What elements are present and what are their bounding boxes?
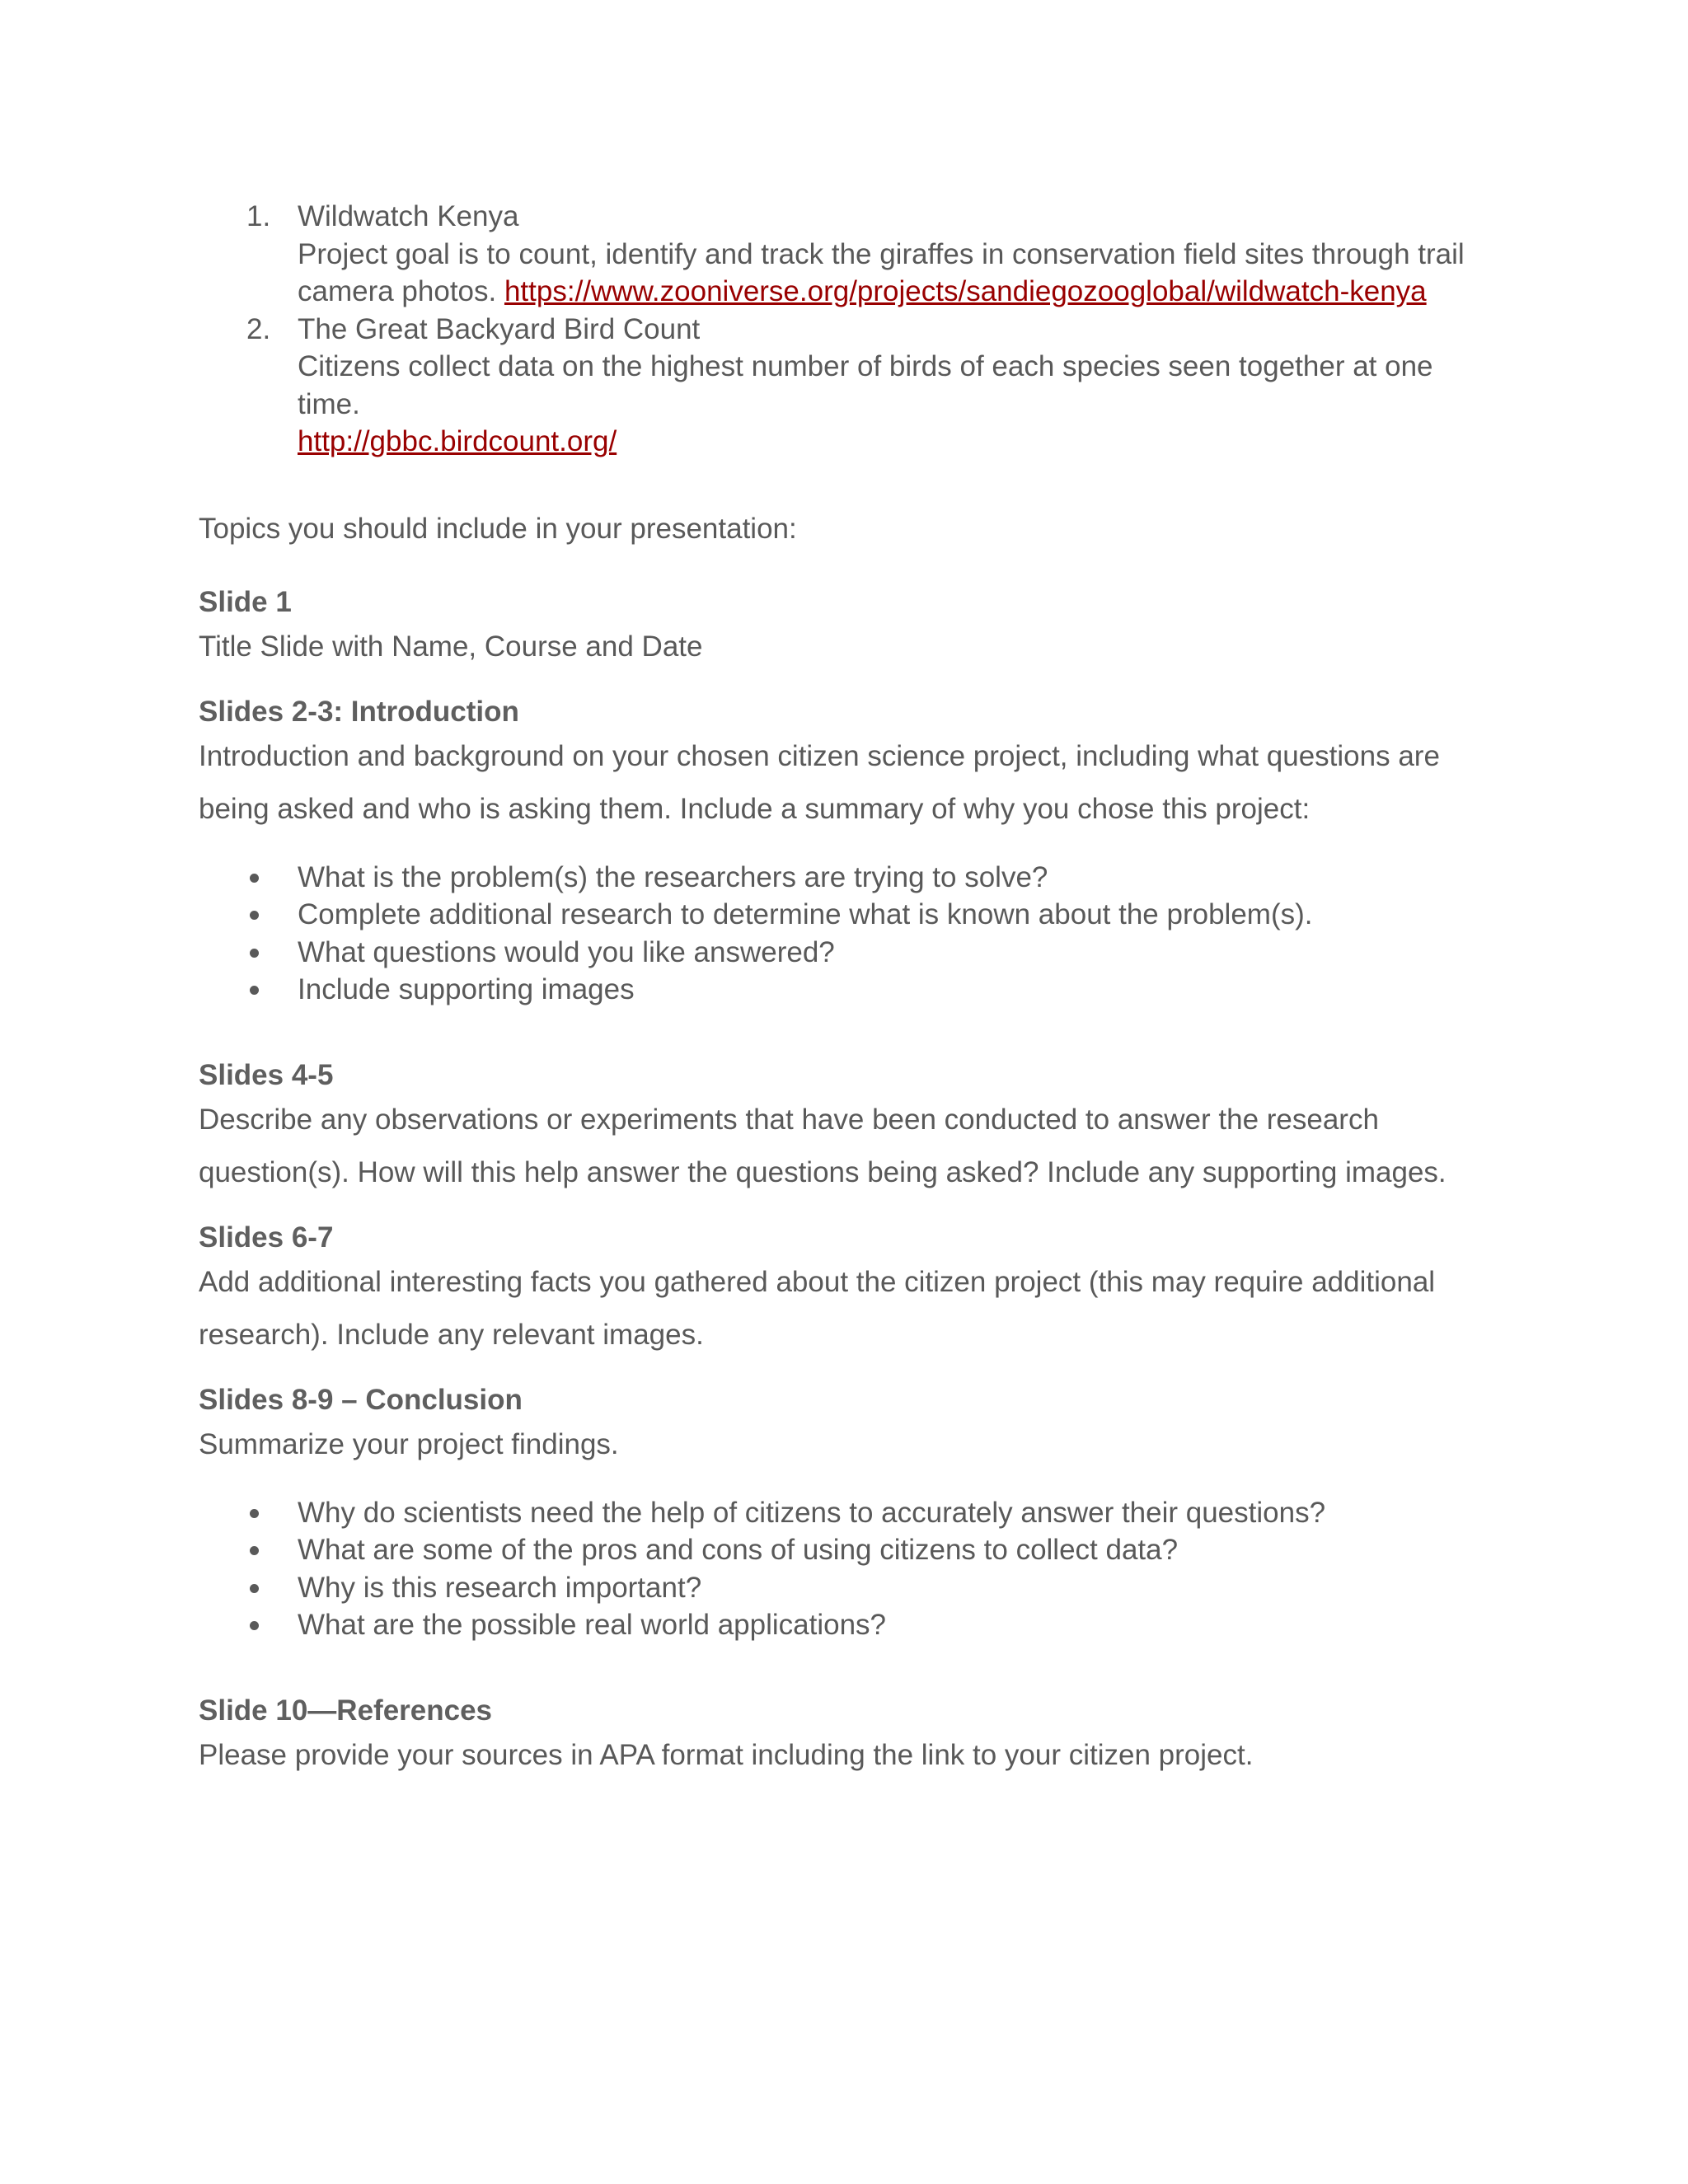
list-item — [199, 1531, 1501, 1569]
slides8-9-text: Summarize your project findings. — [199, 1427, 619, 1460]
slide10-text: Please provide your sources in APA format including the link to your citizen project. — [199, 1738, 1254, 1771]
bullet-text: What questions would you like answered? — [298, 935, 835, 968]
bullet-text: Why is this research important? — [298, 1571, 702, 1604]
slides2-3-text — [199, 730, 1501, 836]
bullet-dot — [250, 911, 259, 920]
list-item — [199, 311, 1501, 461]
slides8-9-heading: Slides 8-9 – Conclusion — [199, 1383, 523, 1416]
bullet-dot — [250, 1584, 259, 1593]
list-item — [199, 896, 1501, 934]
project-description-cont — [298, 273, 1501, 311]
slide10-heading: Slide 10—References — [199, 1694, 493, 1727]
list-item — [199, 859, 1501, 897]
list-number: 2. — [246, 312, 271, 345]
topics-intro: Topics you should include in your presentation: — [199, 512, 797, 545]
slide1-text: Title Slide with Name, Course and Date — [199, 630, 703, 663]
project-link-line — [298, 423, 1501, 461]
document-content — [199, 198, 1501, 1782]
slides6-7-line1: Add additional interesting facts you gathered about the citizen project (this may require additional — [199, 1265, 1436, 1298]
bullet-dot — [250, 986, 259, 995]
project-description-tail: time. — [298, 387, 360, 420]
slides4-5-line1: Describe any observations or experiments that have been conducted to answer the research — [199, 1103, 1379, 1136]
bullet-dot — [250, 874, 259, 883]
project-link[interactable]: http://gbbc.birdcount.org/ — [298, 425, 617, 457]
bullet-dot — [250, 1621, 259, 1630]
list-item — [199, 1606, 1501, 1644]
slides4-5-text — [199, 1094, 1501, 1199]
bullet-text: What is the problem(s) the researchers are trying to solve? — [298, 860, 1048, 893]
bullet-dot — [250, 949, 259, 958]
bullet-dot — [250, 1509, 259, 1518]
project-title: Wildwatch Kenya — [298, 200, 519, 232]
intro-bullets — [199, 859, 1501, 1009]
list-item — [199, 1494, 1501, 1532]
slides2-3-line2: being asked and who is asking them. Include a summary of why you chose this project: — [199, 792, 1311, 825]
slides6-7-line2: research). Include any relevant images. — [199, 1318, 704, 1351]
slides6-7-text — [199, 1256, 1501, 1361]
slides2-3-line1: Introduction and background on your chosen citizen science project, including what questions are — [199, 739, 1440, 772]
project-description: Citizens collect data on the highest number of birds of each species seen together at one — [298, 350, 1433, 382]
project-title: The Great Backyard Bird Count — [298, 312, 701, 345]
conclusion-bullets — [199, 1494, 1501, 1644]
slides6-7-heading: Slides 6-7 — [199, 1221, 334, 1254]
bullet-text: Why do scientists need the help of citizens to accurately answer their questions? — [298, 1496, 1326, 1529]
list-item — [199, 198, 1501, 311]
slides4-5-line2: question(s). How will this help answer the questions being asked? Include any supporting images. — [199, 1155, 1447, 1188]
list-item — [199, 1569, 1501, 1607]
bullet-dot — [250, 1546, 259, 1555]
project-link[interactable]: https://www.zooniverse.org/projects/sandiegozooglobal/wildwatch-kenya — [504, 275, 1427, 307]
list-number: 1. — [246, 200, 271, 232]
project-description-tail: camera photos. — [298, 275, 504, 307]
slides4-5-heading: Slides 4-5 — [199, 1058, 334, 1091]
bullet-text: Complete additional research to determine what is known about the problem(s). — [298, 898, 1313, 930]
slide1-heading: Slide 1 — [199, 585, 292, 618]
slides2-3-heading: Slides 2-3: Introduction — [199, 695, 519, 728]
bullet-text: What are some of the pros and cons of using citizens to collect data? — [298, 1534, 1179, 1566]
project-list — [199, 198, 1501, 461]
project-description: Project goal is to count, identify and track the giraffes in conservation field sites through trail — [298, 237, 1465, 270]
list-item — [199, 971, 1501, 1009]
list-item — [199, 934, 1501, 972]
bullet-text: Include supporting images — [298, 973, 635, 1005]
bullet-text: What are the possible real world applications? — [298, 1609, 886, 1641]
